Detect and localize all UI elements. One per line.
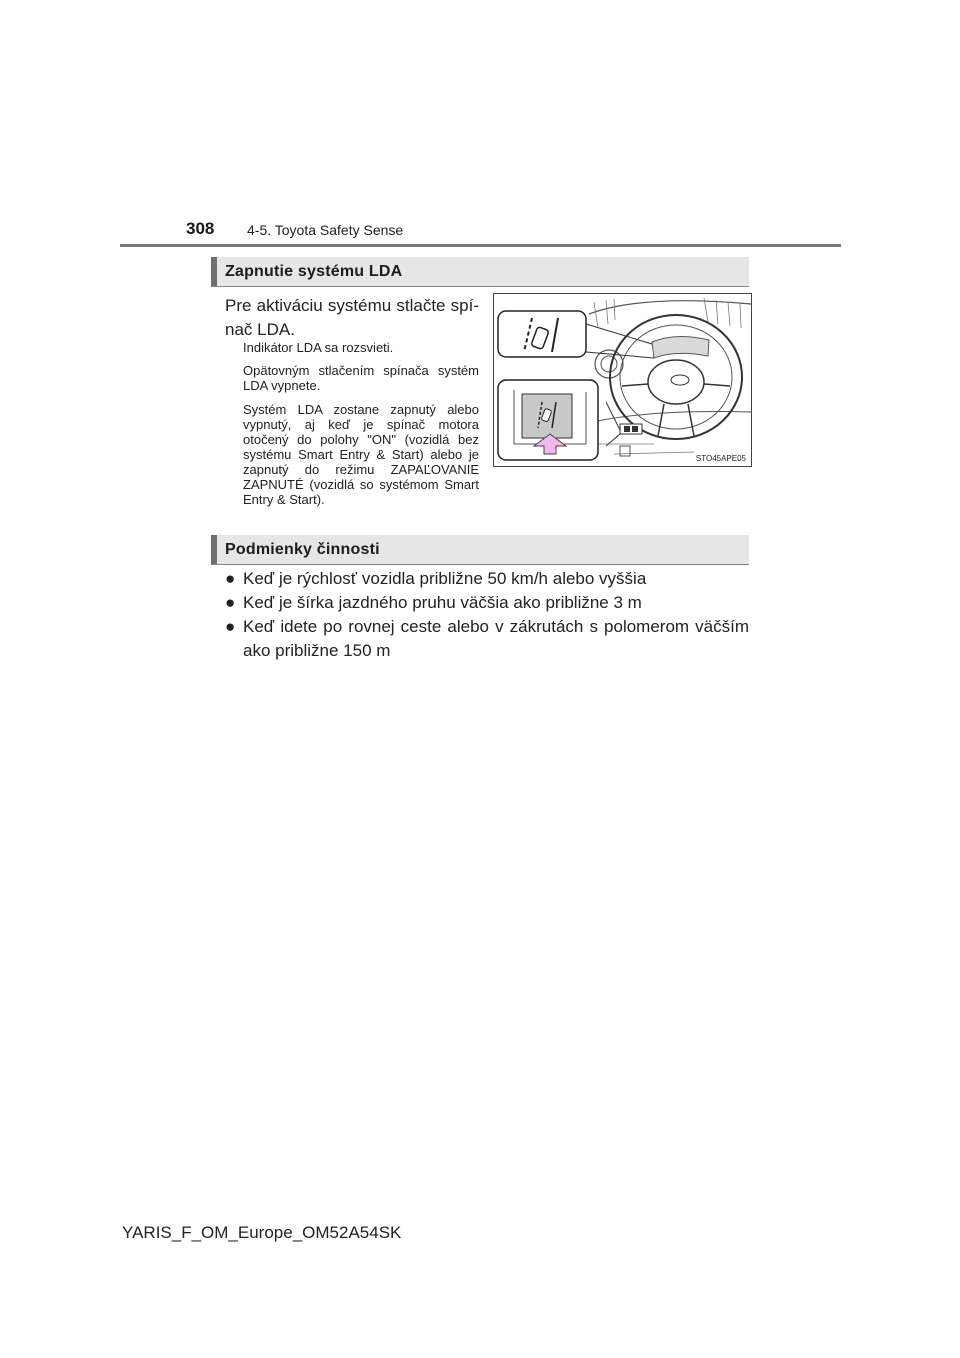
heading-podmienky [211, 535, 749, 565]
heading-accent [211, 257, 217, 286]
figure-code: STO45APE05 [695, 454, 746, 463]
bullet-icon: ● [225, 569, 236, 588]
note-2: Opätovným stlačením spínača systém LDA vypnete. [243, 363, 479, 393]
list-item [225, 591, 749, 615]
page-number: 308 [186, 219, 215, 238]
section-title: 4-5. Toyota Safety Sense [247, 222, 404, 238]
lead-paragraph: Pre aktiváciu systému stlačte spínač LDA. [225, 296, 479, 339]
note-1: Indikátor LDA sa rozsvieti. [243, 340, 394, 355]
bullet-icon: ● [225, 593, 236, 612]
heading-text: Zapnutie systému LDA [225, 263, 403, 280]
list-item-text: Keď je šírka jazdného pruhu väčšia ako približne 3 m [243, 593, 642, 612]
header-rule [120, 244, 841, 247]
lda-switch-illustration [493, 293, 752, 467]
list-item-text: Keď idete po rovnej ceste alebo v zákrutách s polomerom väčším ako približne 150 m [243, 617, 749, 660]
dashboard-drawing-icon [494, 294, 751, 466]
list-item [225, 567, 749, 591]
footer-doc-id: YARIS_F_OM_Europe_OM52A54SK [122, 1223, 402, 1242]
heading-text: Podmienky činnosti [225, 541, 380, 558]
heading-accent [211, 535, 217, 564]
list-item [225, 615, 749, 663]
note-3: Systém LDA zostane zapnutý alebo vypnutý, aj keď je spínač motora otočený do polohy "ON" (vozidlá bez systému Smart Entry & Start) alebo je zapnutý do režimu ZAPAĽOVANIE ZAPNUTÉ (vozidlá so systémom Smart Entry & Start). [243, 402, 479, 507]
bullet-icon: ● [225, 617, 236, 636]
list-item-text: Keď je rýchlosť vozidla približne 50 km/h alebo vyššia [243, 569, 647, 588]
heading-zapnutie [211, 257, 749, 287]
